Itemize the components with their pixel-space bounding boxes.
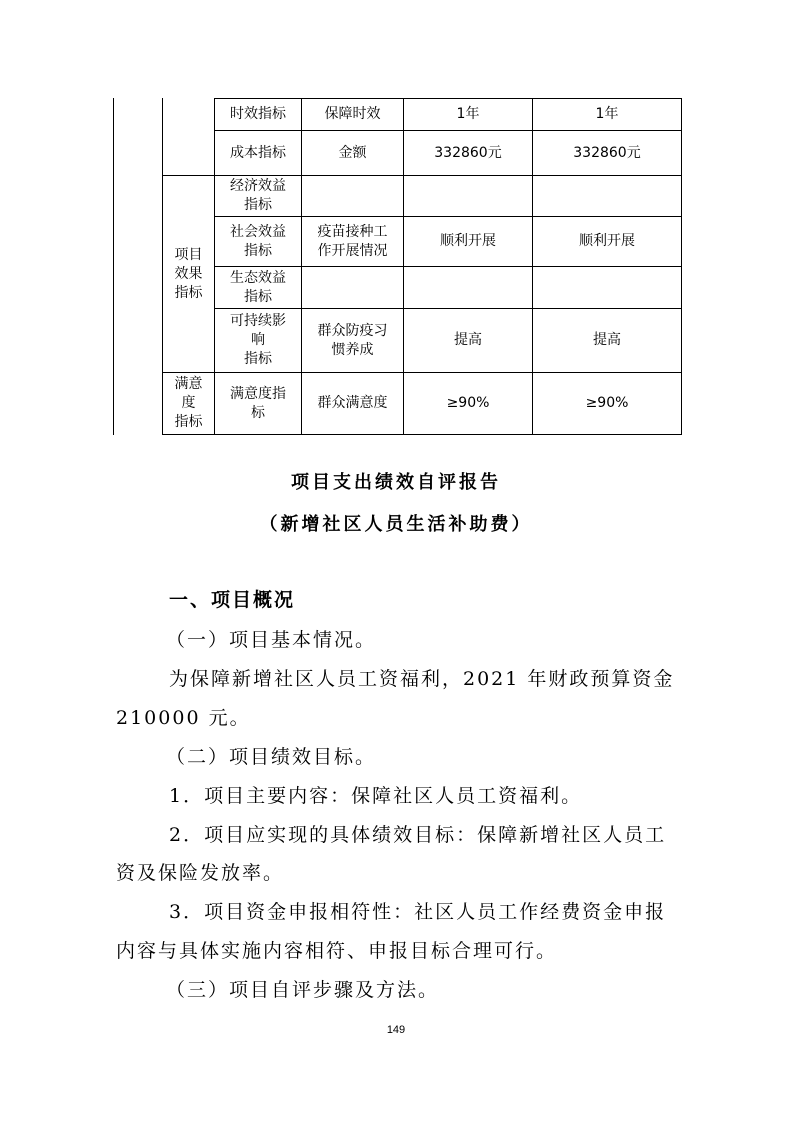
table-cell-target: ≥90%: [446, 395, 490, 411]
section-heading: 一、项目概况: [169, 589, 296, 611]
table-cell-target: [404, 267, 532, 308]
table-cell-target: 提高: [454, 332, 482, 348]
table-cell-indicator: 可持续影 响 指标: [230, 313, 286, 367]
table-cell-item: [302, 267, 403, 308]
subsection-heading: （二）项目绩效目标。: [166, 746, 377, 768]
table-border-bottom: [162, 434, 682, 435]
paragraph-line: 为保障新增社区人员工资福利，2021 年财政预算资金: [169, 668, 675, 690]
table-cell-target: [404, 176, 532, 216]
table-cell-indicator: 经济效益 指标: [230, 178, 286, 213]
table-cell-indicator: 满意度指 标: [230, 385, 286, 421]
table-cell-target: 332860元: [434, 144, 502, 161]
table-cell-target: 1年: [456, 106, 480, 122]
table-cell-actual: 顺利开展: [579, 233, 635, 249]
table-border-left: [113, 98, 114, 435]
table-cell-target: 顺利开展: [440, 233, 496, 249]
table-cell-item: 群众防疫习 惯养成: [317, 322, 388, 358]
table-cell-actual: ≥90%: [585, 395, 629, 411]
subsection-heading: （一）项目基本情况。: [166, 629, 377, 651]
table-cell-indicator: 生态效益 指标: [230, 269, 286, 305]
performance-indicator-table: [113, 98, 683, 435]
list-item: 1．项目主要内容：保障社区人员工资福利。: [169, 785, 583, 807]
table-cell-indicator: 时效指标: [230, 106, 286, 122]
table-cell-actual: 1年: [595, 106, 619, 122]
list-item: 3．项目资金申报相符性：社区人员工作经费资金申报: [169, 901, 667, 923]
list-item: 2．项目应实现的具体绩效目标：保障新增社区人员工: [169, 824, 667, 846]
table-cell-indicator: 社会效益 指标: [230, 223, 286, 259]
table-cell-item: 金额: [338, 144, 367, 161]
table-cell-actual: 提高: [593, 332, 621, 348]
table-cell-item: [302, 176, 403, 216]
table-cell-actual: [533, 267, 681, 308]
table-cell-actual: 332860元: [573, 144, 641, 161]
table-cell-item: 保障时效: [324, 106, 381, 122]
list-item-continuation: 内容与具体实施内容相符、申报目标合理可行。: [116, 940, 558, 962]
subsection-heading: （三）项目自评步骤及方法。: [166, 979, 440, 1001]
group-label-satisfaction: 满意 度 指标: [174, 376, 203, 430]
list-item-continuation: 资及保险发放率。: [116, 862, 285, 884]
table-cell-item: 群众满意度: [317, 395, 388, 411]
paragraph-line: 210000 元。: [116, 707, 251, 729]
group-label-effect: 项目 效果 指标: [174, 246, 203, 301]
report-subtitle: （新增社区人员生活补助费）: [259, 514, 533, 535]
page-number: 149: [386, 1024, 406, 1036]
table-cell-indicator: 成本指标: [230, 144, 286, 161]
report-title: 项目支出绩效自评报告: [291, 472, 501, 493]
table-cell-actual: [533, 176, 681, 216]
table-cell-item: 疫苗接种工 作开展情况: [317, 223, 388, 259]
